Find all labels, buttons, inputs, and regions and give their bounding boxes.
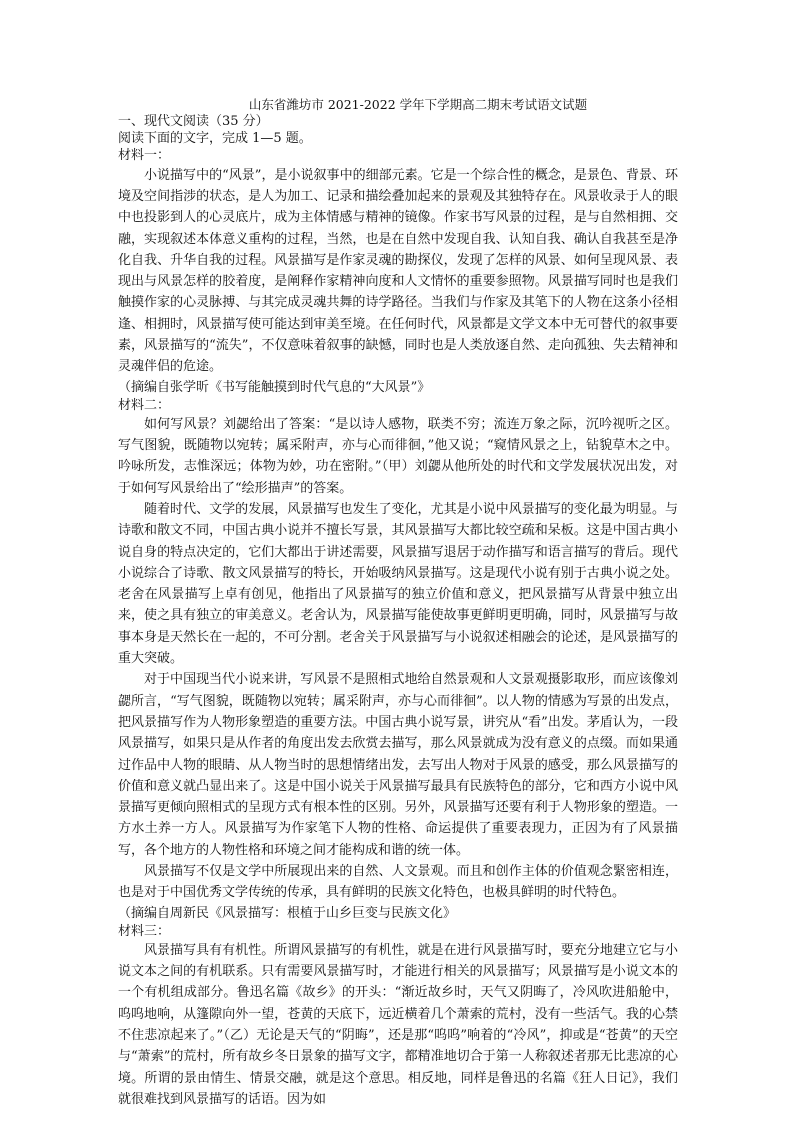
material-source: （摘编自周新民《风景描写：根植于山乡巨变与民族文化》: [118, 905, 457, 921]
paragraph: 随着时代、文学的发展，风景描写也发生了变化，尤其是小说中风景描写的变化最为明显。与诗歌和散文不同，中国古典小说并不擅长写景，其风景描写大都比较空疏和呆板。这是中国古典小说自身的特点决定的，它们大都出于讲述需要，风景描写退居于动作描写和语言描写的背后。现代小说综合了诗歌、散文风景描写的特长，开始吸纳风景描写。这是现代小说有别于古典小说之处。老舍在风景描写上卓有创见，他指出了风景描写的独立价值和意义，把风景描写从背景中独立出来，使之具有独立的审美意义。老舍认为，风景描写能使故事更鲜明更明确，同时，风景描写与故事本身是天然长在一起的，不可分割。老舍关于风景描写与小说叙述相融会的论述，是风景描写的重大突破。: [118, 501, 678, 667]
paragraph: 风景描写具有有机性。所谓风景描写的有机性，就是在进行风景描写时，要充分地建立它与小说文本之间的有机联系。只有需要风景描写时，才能进行相关的风景描写；风景描写是小说文本的一个有机组成部分。鲁迅名篇《故乡》的开头：“渐近故乡时，天气又阴晦了，冷风吹进船舱中，呜呜地响，从篷隙向外一望，苍黄的天底下，远近横着几个萧索的荒村，没有一些活气。我的心禁不住悲凉起来了。”（乙）无论是天气的“阴晦”，还是那“呜呜”响着的“冷风”，抑或是“苍黄”的天空与“萧索”的荒村，所有故乡冬日景象的描写文字，都精准地切合于第一人称叙述者那无比悲凉的心境。所谓的景由情生、情景交融，就是这个意思。相反地，同样是鲁迅的名篇《狂人日记》，我们就很难找到风景描写的话语。因为如: [118, 942, 678, 1107]
paragraph: 如何写风景？刘勰给出了答案：“是以诗人感物，联类不穷；流连万象之际，沉吟视听之区。写气图貌，既随物以宛转；属采附声，亦与心而徘徊，”他又说；“窥情风景之上，钻貌草木之中。吟咏所发，志惟深远；体物为妙，功在密附。”（甲）刘勰从他所处的时代和文学发展状况出发，对于如何写风景给出了“绘形描声”的答案。: [118, 416, 678, 496]
material-label: 材料三：: [118, 923, 171, 939]
instruction: 阅读下面的文字，完成 1—5 题。: [118, 131, 312, 147]
material-source: （摘编自张学昕《书写能触摸到时代气息的“大风景”》: [118, 379, 431, 395]
paragraph: 风景描写不仅是文学中所展现出来的自然、人文景观。而且和创作主体的价值观念緊密相连，也是对于中国优秀文学传统的传承，具有鲜明的民族文化特色，也极具鲜明的时代特色。: [118, 864, 678, 901]
document-page: [118, 96, 678, 1110]
paragraph: 小说描写中的“风景”，是小说叙事中的细部元素。它是一个综合性的概念，是景色、背景、环境及空间指涉的状态，是人为加工、记录和描绘叠加起来的景观及其独特存在。风景收录于人的眼中也投影到人的心灵底片，成为主体情感与精神的镜像。作家书写风景的过程，是与自然相拥、交融，实现叙述本体意义重构的过程，当然，也是在自然中发现自我、认知自我、确认自我甚至是净化自我、升华自我的过程。风景描写是作家灵魂的勘探仪，发现了怎样的风景、如何呈现风景、表现出与风景怎样的胶着度，是阐释作家精神向度和人文情怀的重要参照物。风景描写同时也是我们触摸作家的心灵脉搏、与其完成灵魂共舞的诗学路径。当我们与作家及其笔下的人物在这条小径相逢、相拥时，风景描写使可能达到审美至境。在任何时代，风景都是文学文本中无可替代的叙事要素，风景描写的“流失”，不仅意味着叙事的缺憾，同时也是人类放逐自然、走向孤独、失去精神和灵魂伴侣的危途。: [118, 167, 678, 375]
section-heading: 一、现代文阅读（35 分）: [118, 114, 269, 129]
document-title: 山东省潍坊市 2021-2022 学年下学期高二期末考试语文试题: [248, 97, 588, 112]
material-label: 材料二：: [118, 397, 171, 413]
paragraph: 对于中国现当代小说来讲，写风景不是照相式地给自然景观和人文景观摄影取形，而应该像刘勰所言，“写气图貌，既随物以宛转；属采附声，亦与心而徘徊”。以人物的情感为写景的出发点，把风景描写作为人物形象塑造的重要方法。中国古典小说写景，讲究从“看”出发。茅盾认为，一段风景描写，如果只是从作者的角度出发去欣赏去描写，那么风景就成为没有意义的点缀。而如果通过作品中人物的眼睛、从人物当时的思想情绪出发，去写出人物对于风景的感受，那么风景描写的价值和意义就凸显出来了。这是中国小说关于风景描写最具有民族特色的部分，它和西方小说中风景描写更倾向照相式的呈现方式有根本性的区别。另外，风景描写还要有利于人物形象的塑造。一方水土养一方人。风景描写为作家笔下人物的性格、命运提供了重要表现力，正因为有了风景描写，各个地方的人物性格和环境之间才能构成和谐的统一体。: [118, 672, 678, 858]
material-label: 材料一：: [118, 148, 171, 164]
